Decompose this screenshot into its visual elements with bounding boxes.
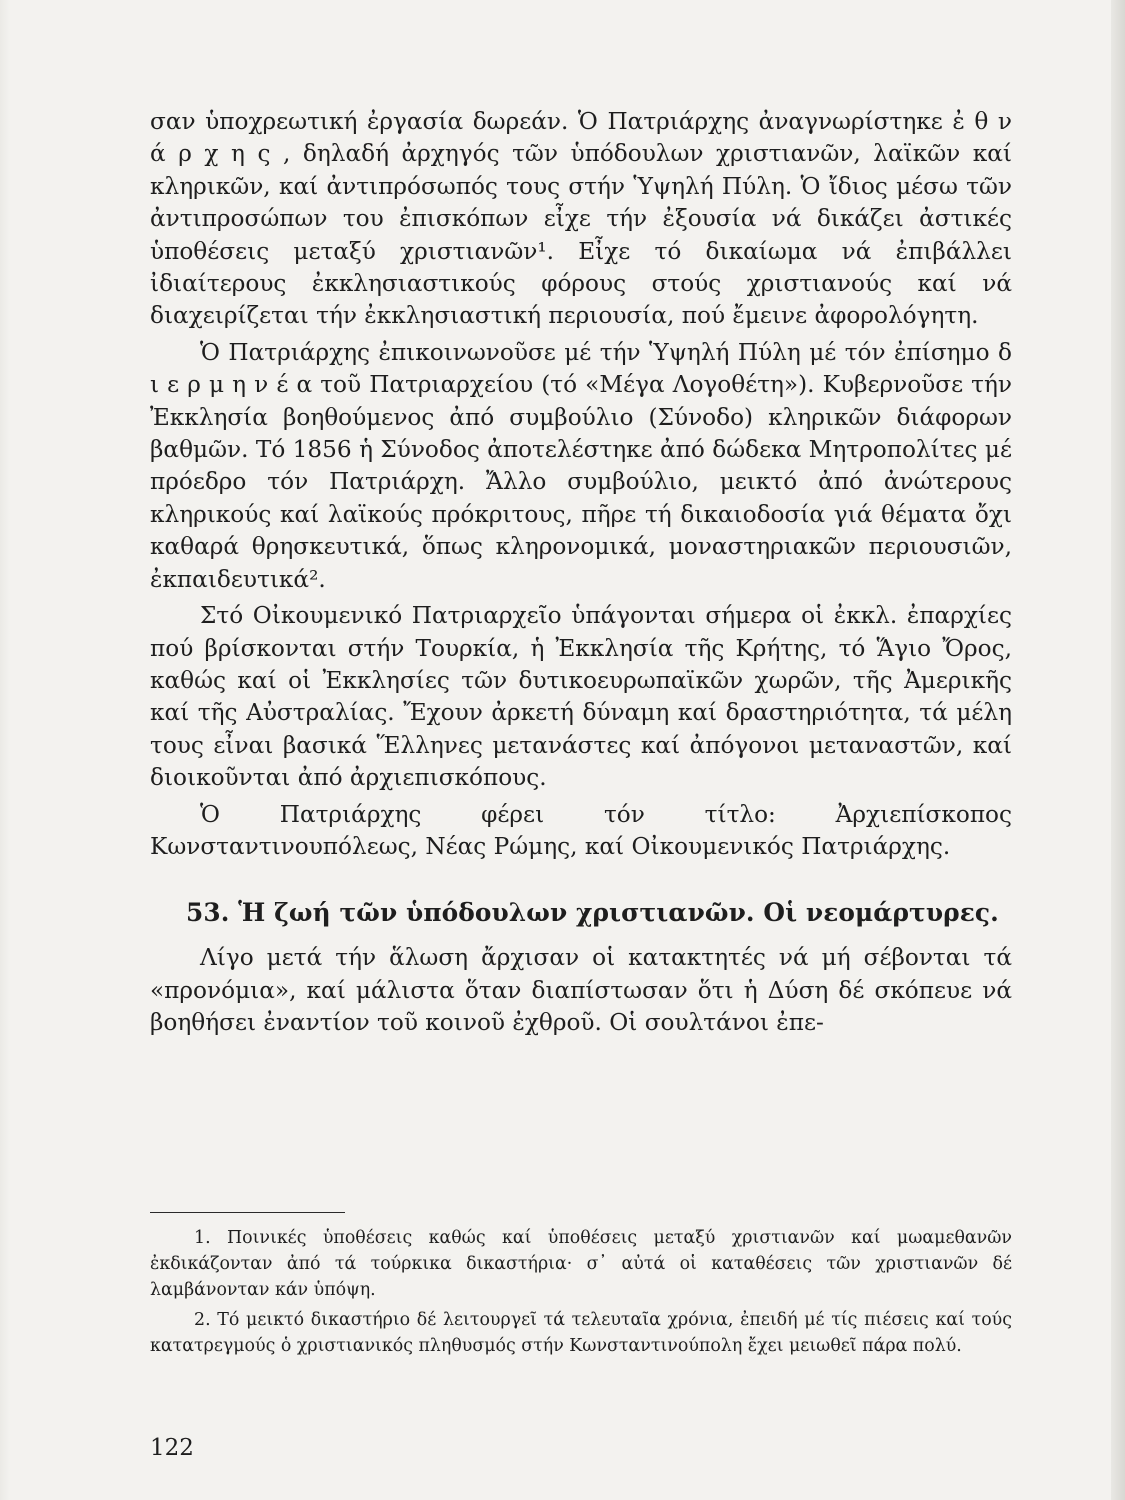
section-heading: 53. Ἡ ζωή τῶν ὑπόδουλων χριστιανῶν. Οἱ νεομάρτυρες. [186, 898, 999, 928]
paragraph-3: Στό Οἰκουμενικό Πατριαρχεῖο ὑπάγονται σήμερα οἱ ἐκκλ. ἐπαρχίες πού βρίσκονται στήν Τουρκία, ἡ Ἐκκλησία τῆς Κρήτης, τό Ἅγιο Ὄρος, καθώς καί οἱ Ἐκκλησίες τῶν δυτικοευρωπαϊκῶν χωρῶν, τῆς Ἀμερικῆς καί τῆς Αὐστραλίας. Ἔχουν ἀρκετή δύναμη καί δραστηριότητα, τά μέλη τους εἶναι βασικά Ἕλληνες μετανάστες καί ἀπόγονοι μεταναστῶν, καί διοικοῦνται ἀπό ἀρχιεπισκόπους. [150, 602, 1012, 792]
footnote-2: 2. Τό μεικτό δικαστήριο δέ λειτουργεῖ τά τελευταῖα χρόνια, ἐπειδή μέ τίς πιέσεις καί τούς κατατρεγμούς ὁ χριστιανικός πληθυσμός στήν Κωνσταντινούπολη ἔχει μειωθεῖ πάρα πολύ. [150, 1310, 1012, 1357]
footnote-1: 1. Ποινικές ὑποθέσεις καθώς καί ὑποθέσεις μεταξύ χριστιανῶν καί μωαμεθανῶν ἐκδικάζονταν ἀπό τά τούρκικα δικαστήρια· σ᾽ αὐτά οἱ καταθέσεις τῶν χριστιανῶν δέ λαμβάνονταν κάν ὑπόψη. [150, 1228, 1012, 1300]
footnotes [150, 1226, 1012, 1360]
paragraph-1: σαν ὑποχρεωτική ἐργασία δωρεάν. Ὁ Πατριάρχης ἀναγνωρίστηκε ἐ θ ν ά ρ χ η ς , δηλαδή ἀρχηγός τῶν ὑπόδουλων χριστιανῶν, λαϊκῶν καί κληρικῶν, καί ἀντιπρόσωπός τους στήν Ὑψηλή Πύλη. Ὁ ἴδιος μέσω τῶν ἀντιπροσώπων του ἐπισκόπων εἶχε τήν ἐξουσία νά δικάζει ἀστικές ὑποθέσεις μεταξύ χριστιανῶν¹. Εἶχε τό δικαίωμα νά ἐπιβάλλει ἰδιαίτερους ἐκκλησιαστικούς φόρους στούς χριστιανούς καί νά διαχειρίζεται τήν ἐκκλησιαστική περιουσία, πού ἔμεινε ἀφορολόγητη. [150, 108, 1012, 330]
paragraph-4: Ὁ Πατριάρχης φέρει τόν τίτλο: Ἀρχιεπίσκοπος Κωνσταντινουπόλεως, Νέας Ρώμης, καί Οἰκουμενικός Πατριάρχης. [150, 800, 1012, 860]
footnote-rule [150, 1212, 345, 1213]
page-number: 122 [150, 1435, 194, 1461]
page-edge-left [0, 0, 10, 1500]
page-edge-right [1111, 0, 1125, 1500]
main-text [150, 106, 1012, 1040]
paragraph-2: Ὁ Πατριάρχης ἐπικοινωνοῦσε μέ τήν Ὑψηλή Πύλη μέ τόν ἐπίσημο δ ι ε ρ μ η ν έ α τοῦ Πατριαρχείου (τό «Μέγα Λογοθέτη»). Κυβερνοῦσε τήν Ἐκκλησία βοηθούμενος ἀπό συμβούλιο (Σύνοδο) κληρικῶν διάφορων βαθμῶν. Τό 1856 ἡ Σύνοδος ἀποτελέστηκε ἀπό δώδεκα Μητροπολίτες μέ πρόεδρο τόν Πατριάρχη. Ἄλλο συμβούλιο, μεικτό ἀπό ἀνώτερους κληρικούς καί λαϊκούς πρόκριτους, πῆρε τή δικαιοδοσία γιά θέματα ὄχι καθαρά θρησκευτικά, ὅπως κληρονομικά, μοναστηριακῶν περιουσιῶν, ἐκπαιδευτικά². [150, 338, 1012, 593]
paragraph-5: Λίγο μετά τήν ἅλωση ἄρχισαν οἱ κατακτητές νά μή σέβονται τά «προνόμια», καί μάλιστα ὅταν διαπίστωσαν ὅτι ἡ Δύση δέ σκόπευε νά βοηθήσει ἐναντίον τοῦ κοινοῦ ἐχθροῦ. Οἱ σουλτάνοι ἐπε- [150, 944, 1012, 1037]
